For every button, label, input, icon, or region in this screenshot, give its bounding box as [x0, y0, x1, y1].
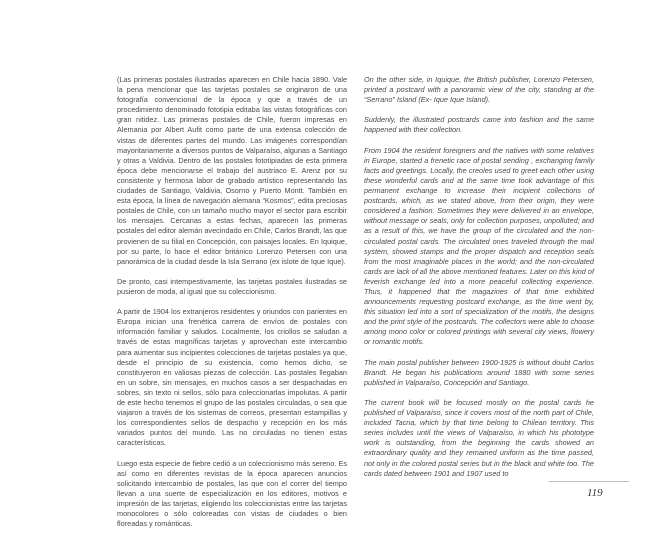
paragraph: From 1904 the resident foreigners and the natives with some relatives in Europe, started a frenetic race of postal sending , exchanging family facts and greetings. Locally, the creoles used to greet each other using these wonderful cards and at the same time took advantage of this permanent exchange to increase their incipient collections of postcards, which, as we stated above, from their origin, they were considered a fashion. Sometimes they were delivered in an envelope, without message or seals, only for collection purposes, unpolluted; and as a result of this, we have the group of the circulated and the non-circulated postal cards. The circulated ones traveled through the mail system, showed stamps and the proper dispatch and reception seals from the most imaginable places in the world; and the non-circulated cards are lack of all the above mentioned features. Later on this kind of feverish exchange led into a more peaceful collecting experience. Thus, it happened that the magazines of that time exhibited announcements requesting postcard exchange, as the time went by, this situation led into a sort of specialization of the motifs, the designs and the print style of the postcards. The collectors were able to choose among mono color or colored printings with several city views, flowery or romantic motifs. [364, 145, 594, 347]
paragraph: On the other side, in Iquique, the British publisher, Lorenzo Petersen, printed a postcard with a panoramic view of the city, standing at the “Serrano” Island (Ex- Ique Ique Island). [364, 75, 594, 105]
page-number: 119 [587, 487, 603, 499]
footer-rule [549, 481, 629, 482]
right-column-english [364, 75, 594, 489]
paragraph: (Las primeras postales ilustradas aparecen en Chile hacia 1890. Vale la pena mencionar que las tarjetas postales se originaron de una fotografía convencional de la época y que a través de un procedimiento denominado fototipia editaba las vistas fotográficas con gran nitidez. Las primeras postales de Chile, fueron impresas en Alemania por Albert Aufit como parte de una extensa colección de vistas de diferentes partes del mundo. Las imágenes correspondían mayoritariamente a diversos puntos de Valparaíso, algunas a Santiago y otras a Valdivia. Dentro de las postales fototipiadas de esta primera época debe mencionarse el trabajo del austriaco E. Arenz por su consistente y hermosa labor de grabado artístico representando las ciudades de Santiago, Valdivia, Osorno y Puerto Montt. También en esta época, la línea de navegación alemana “Kosmos”, edita preciosas postales de Chile, con un tamaño mucho mayor el sector para escribir los mensajes. Cercanas a estas fechas, aparecen las primeras postales del editor alemán avecindado en Chile, Carlos Brandt, las que provienen de su filial en Concepción, con paisajes locales. En Iquique, por su parte, lo hace el editor británico Lorenzo Petersen con una panorámica de la ciudad desde la Isla Serrano (ex islote de Ique Ique). [117, 75, 347, 266]
paragraph: Luego esta especie de fiebre cedió a un coleccionismo más sereno. Es así como en diferentes revistas de la época aparecen anuncios solicitando intercambio de postales, las que con el correr del tiempo llevan a una suerte de especialización en los editores, motivos e impresión de las tarjetas, eligiendo los coleccionistas entre las tarjetas monocolores o sólo coloreadas con vistas de ciudades o bien floreadas y románticas. [117, 458, 347, 529]
paragraph: The main postal publisher between 1900-1925 is without doubt Carlos Brandt. He began his publications around 1880 with some series published in Valparaíso, Concepción and Santiago. [364, 357, 594, 387]
paragraph: A partir de 1904 los extranjeros residentes y oriundos con parientes en Europa inician una frenética carrera de envíos de postales con información familiar y saludos. Localmente, los criollos se saludan a través de estas magníficas tarjetas y aprovechan este intercambio para aumentar sus incipientes colecciones de tarjetas postales ya que, desde el principio de su existencia, como hemos dicho, se constituyeron en valiosas piezas de colección. Las postales llegaban en un sobre, sin mensajes, en muchos casos a ser despachadas en sobres, sin texto ni sellos, sólo para coleccionarlas impolutas. A partir de este hecho tenemos el grupo de las postales circuladas, o sea que viajaron a través de los sistemas de correos, presentan estampillas y los correspondientes sellos de despacho y recepción en los más variados puntos del mundo. Las no circuladas no tienen estas características. [117, 307, 347, 448]
paragraph: The current book will be focused mostly on the postal cards he published of Valparaíso, since it covers most of the north part of Chile, included Tacna, which by that time belong to Chilean territory. This series includes until the views of Valparaíso, in which his phototype work is outstanding, from the beginning the cards showed an extraordinary quality and they remained uniform as the time passed, not only in the colored postal series but in the black and white too. The cards dated between 1901 and 1907 used to [364, 398, 594, 478]
paragraph: De pronto, casi intempestivamente, las tarjetas postales ilustradas se pusieron de moda, al igual que su coleccionismo. [117, 276, 347, 296]
left-column-spanish [117, 75, 347, 539]
paragraph: Suddenly, the illustrated postcards came into fashion and the same happened with their collection. [364, 115, 594, 135]
